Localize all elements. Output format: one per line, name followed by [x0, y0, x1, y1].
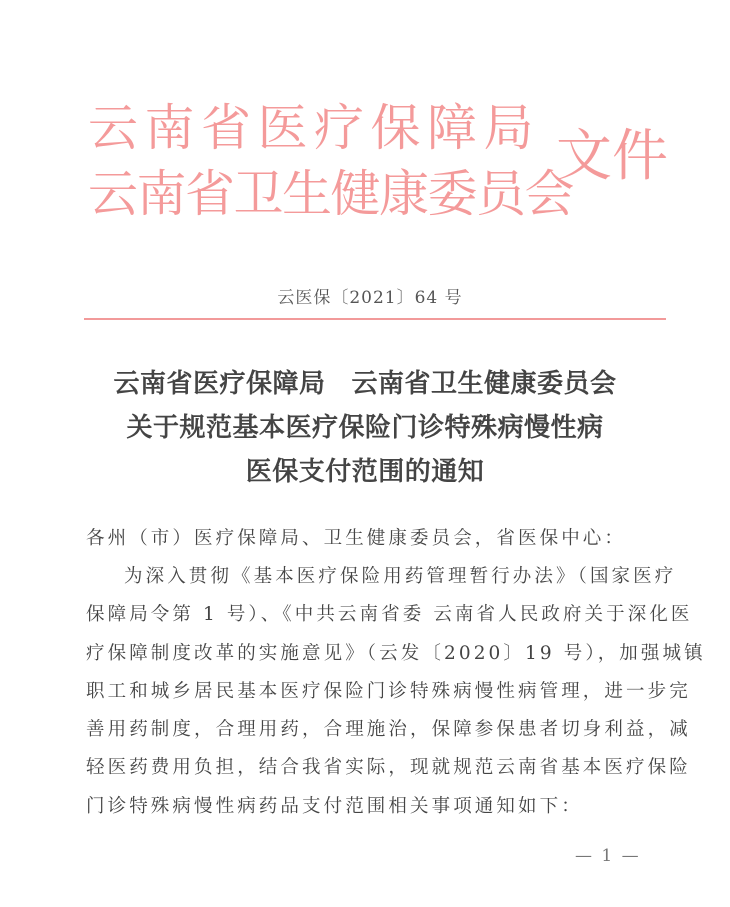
document-title — [0, 362, 730, 494]
title-line-1 — [0, 362, 730, 406]
header-issuer-1: 云南省医疗保障局 — [88, 99, 540, 157]
document-body — [86, 520, 706, 826]
title-line-3: 医保支付范围的通知 — [245, 457, 485, 487]
paragraph-line: 疗保障制度改革的实施意见》（云发〔2020〕19 号），加强城镇 — [86, 642, 706, 664]
red-separator-line — [84, 318, 666, 320]
paragraph-1 — [86, 558, 706, 826]
paragraph-line: 为深入贯彻《基本医疗保险用药管理暂行办法》（国家医疗 — [124, 566, 677, 587]
header-issuer-2: 云南省卫生健康委员会 — [88, 165, 573, 223]
paragraph-line: 轻医药费用负担，结合我省实际，现就规范云南省基本医疗保险 — [86, 757, 691, 779]
title-line-2: 关于规范基本医疗保险门诊特殊病慢性病 — [126, 413, 604, 443]
paragraph-line: 善用药制度，合理用药，合理施治，保障参保患者切身利益，减 — [86, 719, 691, 741]
title-issuer-1: 云南省医疗保障局 — [113, 369, 326, 399]
header-suffix: 文件 — [556, 124, 668, 189]
title-issuer-2: 云南省卫生健康委员会 — [351, 369, 617, 399]
red-header — [88, 93, 688, 233]
paragraph-line: 保障局令第 1 号）、《中共云南省委 云南省人民政府关于深化医 — [86, 604, 693, 626]
page-number: — 1 — — [575, 846, 641, 866]
document-number: 云医保〔2021〕64 号 — [277, 288, 463, 308]
paragraph-line: 门诊特殊病慢性病药品支付范围相关事项通知如下： — [86, 795, 583, 817]
paragraph-line: 职工和城乡居民基本医疗保险门诊特殊病慢性病管理，进一步完 — [86, 680, 691, 702]
salutation: 各州（市）医疗保障局、卫生健康委员会，省医保中心： — [86, 528, 627, 549]
